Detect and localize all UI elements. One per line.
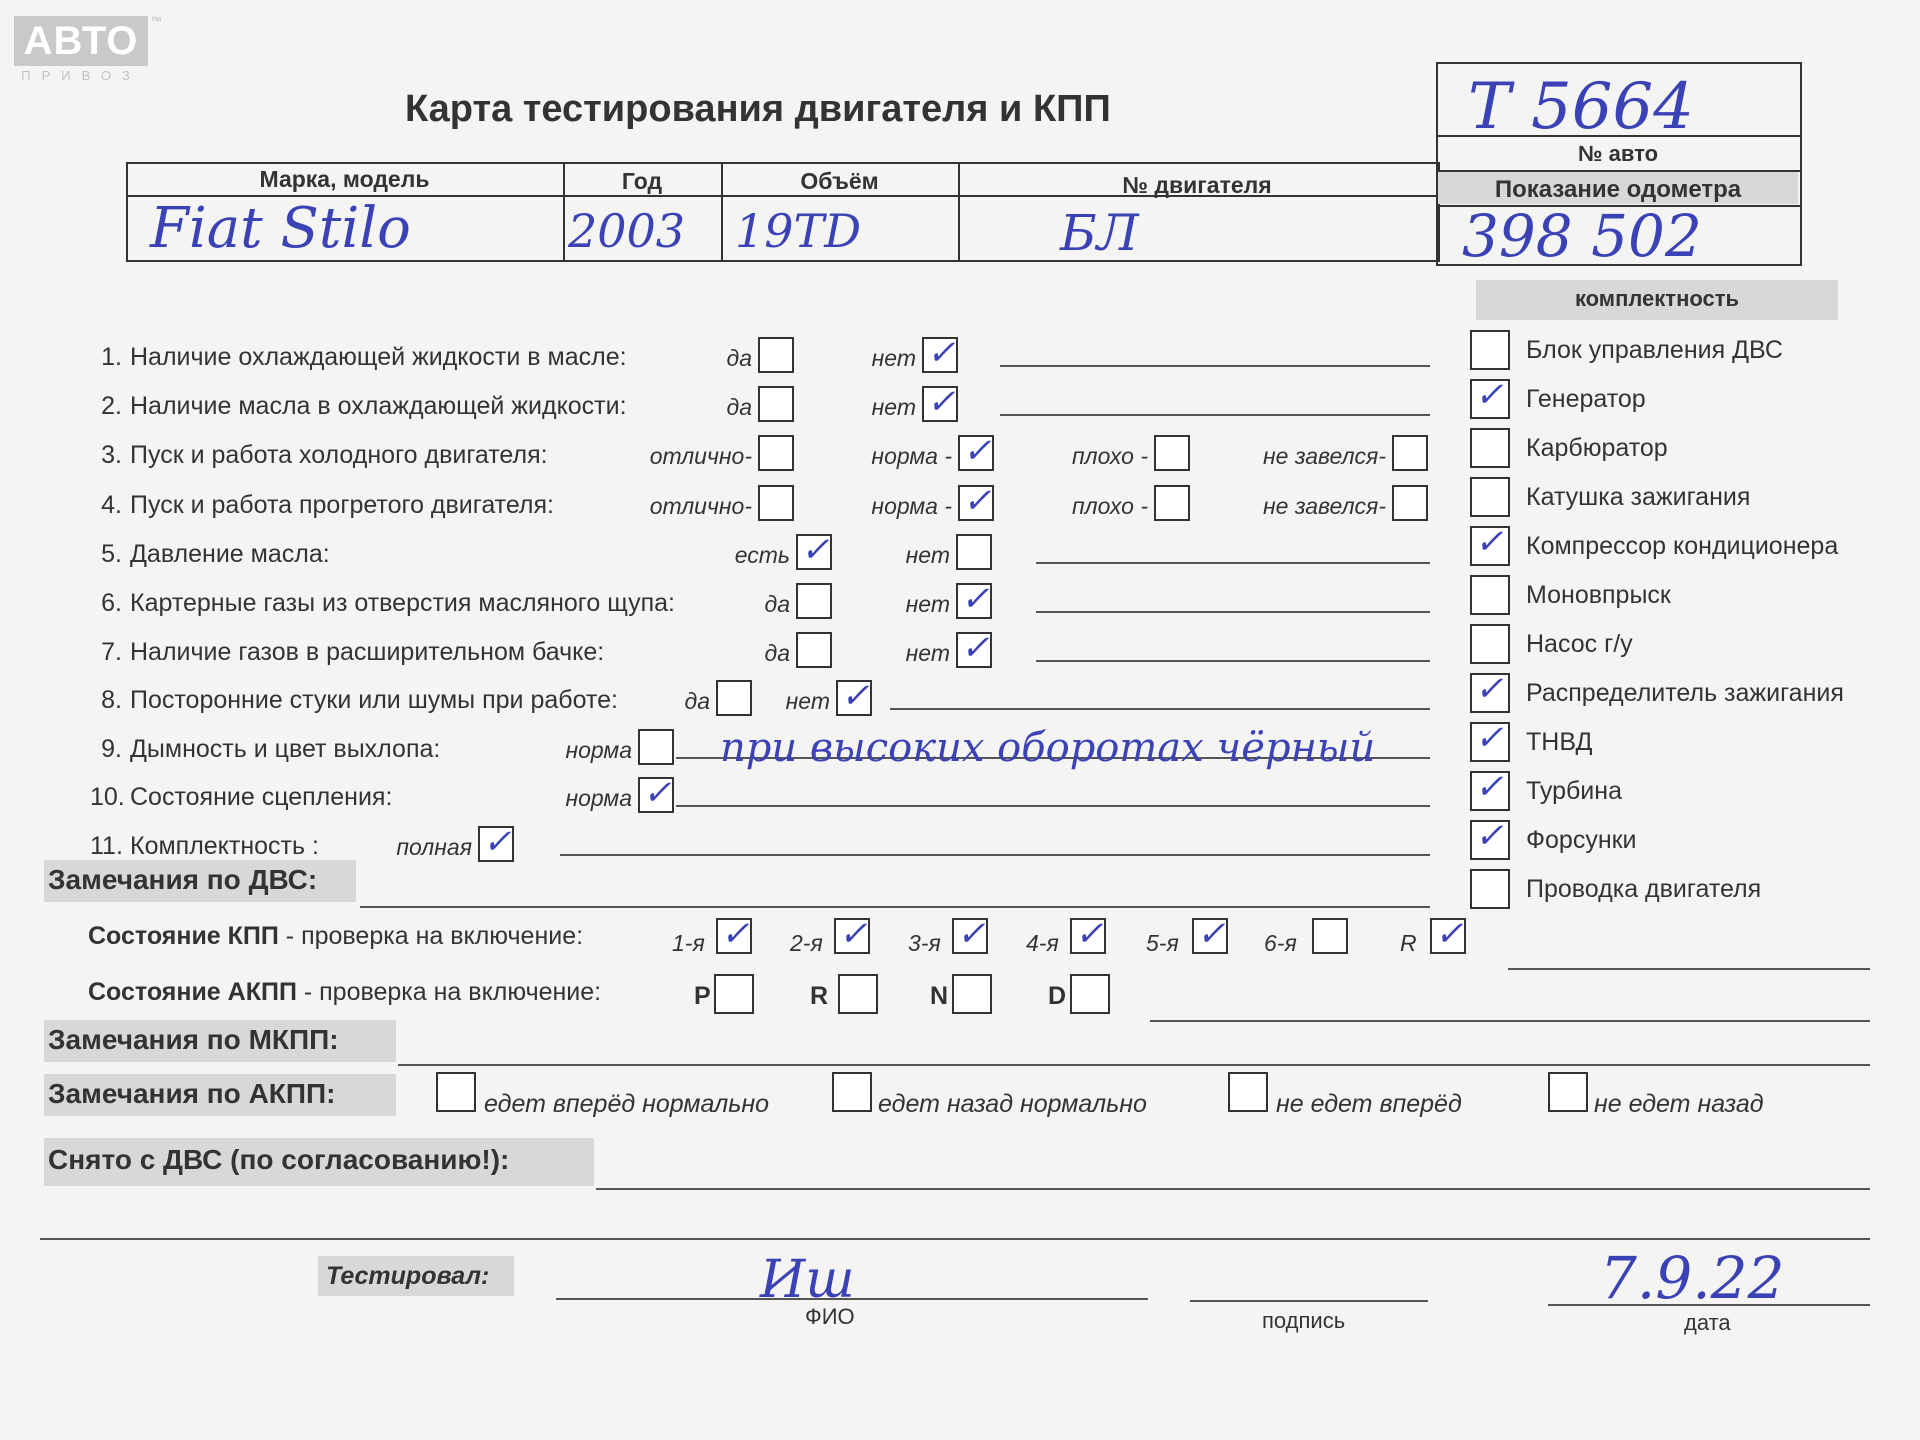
question-text: Давление масла: — [130, 540, 330, 568]
check-mark: ✓ — [963, 481, 992, 521]
gear-label: 6-я — [1264, 930, 1297, 956]
kit-checkbox[interactable] — [1470, 718, 1510, 762]
kit-checkbox[interactable] — [1470, 428, 1510, 468]
option-checkbox[interactable] — [956, 628, 992, 668]
question-number: 6. — [101, 589, 122, 617]
odometer-value: 398 502 — [1462, 202, 1702, 270]
option-label: плохо - — [1072, 493, 1148, 519]
option-checkbox[interactable] — [796, 530, 832, 570]
option-label: полная — [396, 834, 472, 860]
question-text: Пуск и работа холодного двигателя: — [130, 441, 548, 469]
option-checkbox[interactable] — [1154, 435, 1190, 471]
col-year-label: Год — [621, 168, 663, 194]
auto-number-label: № авто — [1577, 141, 1659, 166]
check-mark: ✓ — [801, 530, 830, 570]
kit-item-label: Моновпрыск — [1526, 581, 1671, 609]
option-label: нет — [905, 591, 950, 617]
kit-title: комплектность — [1574, 286, 1740, 311]
year-value: 2003 — [568, 204, 686, 258]
gear-label: 5-я — [1146, 930, 1179, 956]
question-text: Комплектность : — [130, 832, 319, 860]
option-label: плохо - — [1072, 443, 1148, 469]
option-checkbox[interactable] — [1392, 485, 1428, 521]
option-checkbox[interactable] — [478, 822, 514, 862]
option-checkbox[interactable] — [956, 534, 992, 570]
check-mark: ✓ — [839, 914, 868, 954]
option-label: есть — [734, 542, 790, 568]
removed-label: Снято с ДВС (по согласованию!): — [48, 1144, 510, 1175]
kit-item-label: Генератор — [1526, 385, 1646, 413]
question-text: Посторонние стуки или шумы при работе: — [130, 686, 618, 714]
option-checkbox[interactable] — [758, 435, 794, 471]
kit-item-label: Турбина — [1526, 777, 1622, 805]
remarks-dvs-line[interactable] — [360, 906, 1430, 908]
answer-line[interactable] — [1036, 660, 1430, 662]
kit-checkbox[interactable] — [1470, 575, 1510, 615]
option-label: нет — [871, 345, 916, 371]
akpp-mode-checkbox[interactable] — [1070, 974, 1110, 1014]
gear-label: R — [1400, 930, 1417, 956]
option-label: да — [764, 591, 790, 617]
check-mark: ✓ — [721, 914, 750, 954]
answer-line[interactable] — [560, 854, 1430, 856]
question-number: 5. — [101, 540, 122, 568]
kit-item-label: Карбюратор — [1526, 434, 1668, 462]
question-number: 4. — [101, 491, 122, 519]
check-mark: ✓ — [1475, 718, 1504, 758]
akpp-mode-checkbox[interactable] — [952, 974, 992, 1014]
option-label: нет — [905, 542, 950, 568]
kit-checkbox[interactable] — [1470, 375, 1510, 419]
kpp-label: Состояние КПП - проверка на включение: — [88, 922, 584, 950]
fio-label: ФИО — [805, 1304, 855, 1329]
kit-item-label: Компрессор кондиционера — [1526, 532, 1839, 560]
answer-line[interactable] — [676, 805, 1430, 807]
remarks-mkpp-label: Замечания по МКПП: — [48, 1024, 339, 1055]
date-value: 7.9.22 — [1600, 1244, 1785, 1312]
option-label: да — [684, 688, 710, 714]
check-mark: ✓ — [1475, 522, 1504, 562]
sign-line[interactable] — [1190, 1300, 1428, 1302]
akpp-option-checkbox[interactable] — [832, 1072, 872, 1112]
check-mark: ✓ — [1075, 914, 1104, 954]
option-label: да — [726, 394, 752, 420]
question-text: Пуск и работа прогретого двигателя: — [130, 491, 554, 519]
question-text: Состояние сцепления: — [130, 783, 393, 811]
option-checkbox[interactable] — [638, 729, 674, 765]
gear-label: 1-я — [672, 930, 705, 956]
check-mark: ✓ — [961, 628, 990, 668]
option-label: норма — [565, 737, 632, 763]
kit-item-label: Проводка двигателя — [1526, 875, 1762, 903]
check-mark: ✓ — [841, 676, 870, 716]
kit-item-label: Форсунки — [1526, 826, 1637, 854]
option-checkbox[interactable] — [956, 579, 992, 619]
option-checkbox[interactable] — [758, 386, 794, 422]
check-mark: ✓ — [1197, 914, 1226, 954]
question-number: 8. — [101, 686, 122, 714]
kit-item-label: ТНВД — [1526, 728, 1593, 756]
odometer-label: Показание одометра — [1494, 176, 1742, 203]
option-checkbox[interactable] — [796, 632, 832, 668]
question-number: 1. — [101, 343, 122, 371]
gear-label: 3-я — [908, 930, 941, 956]
kit-item-label: Блок управления ДВС — [1526, 336, 1783, 364]
akpp-mode-label: P — [694, 982, 711, 1010]
akpp-option-label: едет вперёд нормально — [484, 1090, 770, 1118]
option-label: не завелся- — [1262, 493, 1386, 519]
akpp-mode-checkbox[interactable] — [714, 974, 754, 1014]
option-label: отлично- — [649, 493, 752, 519]
check-mark: ✓ — [643, 773, 672, 813]
date-line[interactable] — [1548, 1304, 1870, 1306]
check-mark: ✓ — [1475, 816, 1504, 856]
option-label: нет — [905, 640, 950, 666]
akpp-option-label: едет назад нормально — [878, 1090, 1147, 1118]
answer-line[interactable] — [1036, 611, 1430, 613]
akpp-option-label: не едет вперёд — [1276, 1090, 1462, 1118]
option-checkbox[interactable] — [958, 431, 994, 471]
fio-value: Иш — [760, 1250, 855, 1310]
remarks-akpp-label: Замечания по АКПП: — [48, 1078, 336, 1109]
kit-checkbox[interactable] — [1470, 477, 1510, 517]
col-volume-label: Объём — [800, 168, 879, 194]
remarks-dvs-label: Замечания по ДВС: — [48, 864, 318, 895]
question-text: Наличие газов в расширительном бачке: — [130, 638, 605, 666]
kit-checkbox[interactable] — [1470, 522, 1510, 566]
option-label: норма — [565, 785, 632, 811]
engine-no-value: БЛ — [1060, 204, 1139, 262]
kit-item-label: Распределитель зажигания — [1526, 679, 1844, 707]
check-mark: ✓ — [957, 914, 986, 954]
akpp-mode-label: D — [1048, 982, 1067, 1010]
check-mark: ✓ — [483, 822, 512, 862]
option-label: норма - — [871, 493, 952, 519]
question-text: Дымность и цвет выхлопа: — [130, 735, 441, 763]
gear-checkbox[interactable] — [1070, 914, 1106, 954]
logo-trademark: ™ — [150, 14, 162, 28]
question-number: 7. — [101, 638, 122, 666]
question-number: 3. — [101, 441, 122, 469]
option-label: отлично- — [649, 443, 752, 469]
kit-checkbox[interactable] — [1470, 767, 1510, 811]
tested-by-label: Тестировал: — [326, 1262, 490, 1290]
check-mark: ✓ — [961, 579, 990, 619]
option-checkbox[interactable] — [758, 485, 794, 521]
question-number: 2. — [101, 392, 122, 420]
gear-checkbox[interactable] — [716, 914, 752, 954]
exhaust-note: при высоких оборотах чёрный — [720, 725, 1376, 771]
question-number: 10. — [90, 783, 125, 811]
logo: АВТО — [14, 16, 148, 66]
question-text: Картерные газы из отверстия масляного щупа: — [130, 589, 675, 617]
option-label: да — [764, 640, 790, 666]
answer-line[interactable] — [1036, 562, 1430, 564]
check-mark: ✓ — [1435, 914, 1464, 954]
akpp-mode-label: N — [930, 982, 949, 1010]
kit-checkbox[interactable] — [1470, 669, 1510, 713]
option-checkbox[interactable] — [1392, 435, 1428, 471]
gear-checkbox[interactable] — [834, 914, 870, 954]
sign-label: подпись — [1262, 1308, 1346, 1333]
kit-item-label: Насос г/у — [1526, 630, 1633, 658]
option-label: нет — [871, 394, 916, 420]
question-number: 11. — [90, 832, 123, 860]
answer-line[interactable] — [1000, 365, 1430, 367]
option-checkbox[interactable] — [638, 773, 674, 813]
option-label: не завелся- — [1262, 443, 1386, 469]
akpp-option-checkbox[interactable] — [436, 1072, 476, 1112]
option-checkbox[interactable] — [796, 583, 832, 619]
gear-checkbox[interactable] — [1312, 918, 1348, 954]
answer-line[interactable] — [890, 708, 1430, 710]
gear-checkbox[interactable] — [952, 914, 988, 954]
col-engine-no-label: № двигателя — [1122, 172, 1272, 198]
check-mark: ✓ — [927, 333, 956, 373]
akpp-option-label: не едет назад — [1594, 1090, 1764, 1118]
gear-label: 4-я — [1026, 930, 1059, 956]
option-checkbox[interactable] — [1154, 485, 1190, 521]
page-title: Карта тестирования двигателя и КПП — [405, 88, 1111, 130]
check-mark: ✓ — [927, 382, 956, 422]
kit-checkbox[interactable] — [1470, 816, 1510, 860]
answer-line[interactable] — [1000, 414, 1430, 416]
kit-checkbox[interactable] — [1470, 624, 1510, 664]
check-mark: ✓ — [963, 431, 992, 471]
option-checkbox[interactable] — [958, 481, 994, 521]
kit-checkbox[interactable] — [1470, 869, 1510, 909]
gear-checkbox[interactable] — [1430, 914, 1466, 954]
gear-checkbox[interactable] — [1192, 914, 1228, 954]
akpp-mode-checkbox[interactable] — [838, 974, 878, 1014]
auto-number-value: Т 5664 — [1468, 70, 1694, 144]
col-model-label: Марка, модель — [259, 166, 430, 192]
akpp-option-checkbox[interactable] — [1548, 1072, 1588, 1112]
check-mark: ✓ — [1475, 375, 1504, 415]
kit-checkbox[interactable] — [1470, 330, 1510, 370]
akpp-label: Состояние АКПП - проверка на включение: — [88, 978, 602, 1006]
question-text: Наличие масла в охлаждающей жидкости: — [130, 392, 627, 420]
logo-subtitle: ПРИВОЗ — [21, 68, 141, 83]
option-label: норма - — [871, 443, 952, 469]
gear-label: 2-я — [790, 930, 823, 956]
question-text: Наличие охлаждающей жидкости в масле: — [130, 343, 627, 371]
option-label: нет — [785, 688, 830, 714]
kit-item-label: Катушка зажигания — [1526, 483, 1751, 511]
volume-value: 19TD — [735, 204, 862, 258]
check-mark: ✓ — [1475, 767, 1504, 807]
akpp-mode-label: R — [810, 982, 829, 1010]
option-checkbox[interactable] — [922, 382, 958, 422]
akpp-option-checkbox[interactable] — [1228, 1072, 1268, 1112]
option-checkbox[interactable] — [922, 333, 958, 373]
check-mark: ✓ — [1475, 669, 1504, 709]
option-label: да — [726, 345, 752, 371]
fio-line[interactable] — [556, 1298, 1148, 1300]
model-value: Fiat Stilo — [150, 196, 411, 261]
option-checkbox[interactable] — [758, 337, 794, 373]
option-checkbox[interactable] — [836, 676, 872, 716]
date-label: дата — [1684, 1310, 1731, 1335]
option-checkbox[interactable] — [716, 680, 752, 716]
question-number: 9. — [101, 735, 122, 763]
